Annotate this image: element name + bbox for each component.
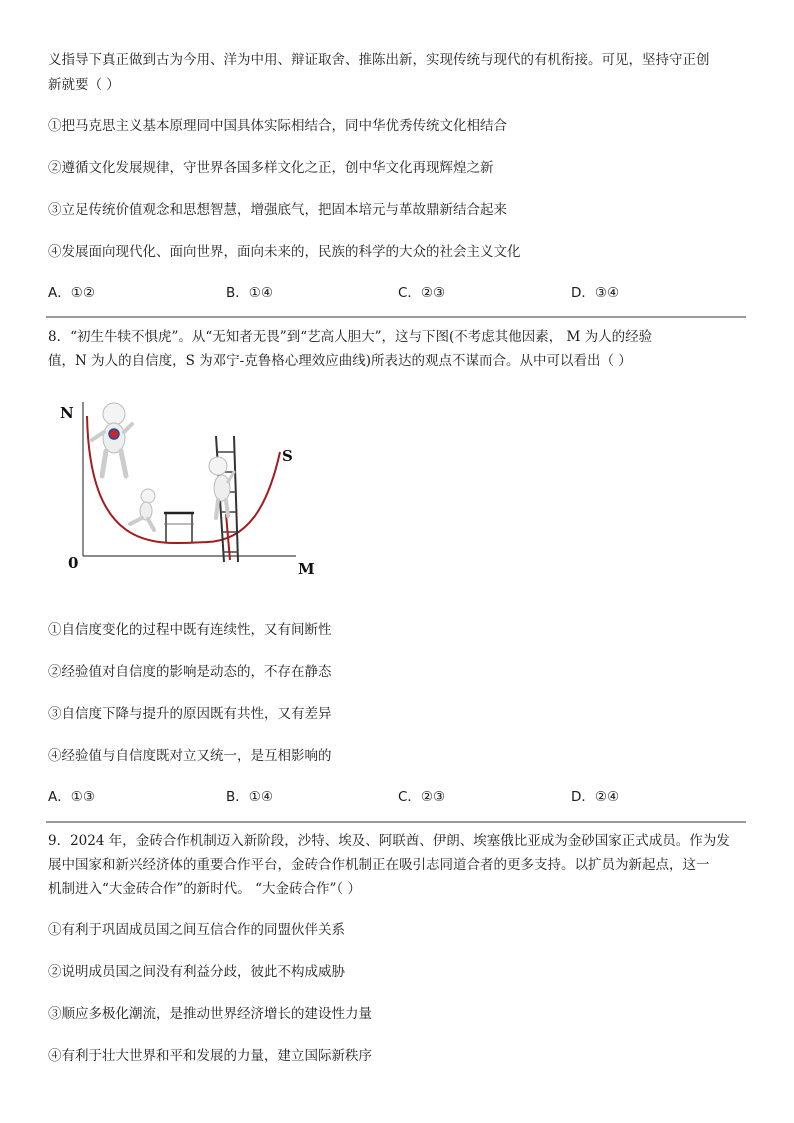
y-axis-label: N — [60, 404, 74, 422]
q9-item-1: ①有利于巩固成员国之间互信合作的同盟伙伴关系 — [48, 922, 345, 938]
q7-stem-line-2: 新就要（ ） — [48, 77, 120, 93]
curve-label: S — [282, 447, 293, 465]
q9-item-3: ③顺应多极化潮流，是推动世界经济增长的建设性力量 — [48, 1006, 372, 1022]
q8-stem-line-2: 值，N 为人的自信度，S 为邓宁-克鲁格心理效应曲线)所表达的观点不谋而合。从中可以看出（ ） — [48, 353, 632, 369]
dunning-kruger-illustration — [58, 396, 320, 582]
q8-stem-line-1: 8．“初生牛犊不惧虎”。从“无知者无畏”到“艺高人胆大”，这与下图(不考虑其他因素， M 为人的经验 — [48, 329, 653, 345]
q7-item-4: ④发展面向现代化、面向世界，面向未来的，民族的科学的大众的社会主义文化 — [48, 244, 521, 260]
hurdle — [164, 513, 194, 542]
q8-item-3: ③自信度下降与提升的原因既有共性，又有差异 — [48, 706, 332, 722]
q8-option-c[interactable]: C．②③ — [398, 789, 446, 805]
question-divider — [46, 316, 746, 318]
q9-item-2: ②说明成员国之间没有利益分歧，彼此不构成威胁 — [48, 964, 345, 980]
q7-option-c[interactable]: C．②③ — [398, 285, 446, 301]
q7-options — [48, 283, 748, 303]
q7-option-a[interactable]: A．①② — [48, 285, 95, 301]
q9-item-4: ④有利于壮大世界和平和发展的力量，建立国际新秩序 — [48, 1048, 372, 1064]
q8-item-4: ④经验值与自信度既对立又统一，是互相影响的 — [48, 748, 332, 764]
q8-item-1: ①自信度变化的过程中既有连续性，又有间断性 — [48, 622, 332, 638]
q9-stem-line-3: 机制进入“大金砖合作”的新时代。 “大金砖合作”（ ） — [48, 881, 361, 897]
q7-option-d[interactable]: D．③④ — [571, 285, 620, 301]
dunning-kruger-figure — [58, 396, 320, 582]
q8-options — [48, 787, 748, 807]
q7-stem-line-1: 义指导下真正做到古为今用、洋为中用、辩证取舍、推陈出新，实现传统与现代的有机衔接。可见，坚持守正创 — [48, 52, 710, 68]
q8-item-2: ②经验值对自信度的影响是动态的，不存在静态 — [48, 664, 332, 680]
q9-stem-line-2: 展中国家和新兴经济体的重要合作平台，金砖合作机制正在吸引志同道合者的更多支持。以扩员为新起点，这一 — [48, 857, 710, 873]
confident-figure — [92, 403, 132, 476]
q7-item-2: ②遵循文化发展规律，守世界各国多样文化之正，创中华文化再现辉煌之新 — [48, 160, 494, 176]
hurdling-figure — [130, 489, 155, 530]
q7-item-1: ①把马克思主义基本原理同中国具体实际相结合，同中华优秀传统文化相结合 — [48, 118, 507, 134]
origin-label: 0 — [68, 554, 79, 572]
q8-option-a[interactable]: A．①③ — [48, 789, 95, 805]
q7-option-b[interactable]: B．①④ — [226, 285, 273, 301]
q8-option-d[interactable]: D．②④ — [571, 789, 620, 805]
q7-item-3: ③立足传统价值观念和思想智慧，增强底气，把固本培元与革故鼎新结合起来 — [48, 202, 507, 218]
question-divider — [46, 821, 746, 823]
q9-stem-line-1: 9．2024 年，金砖合作机制迈入新阶段，沙特、埃及、阿联酋、伊朗、埃塞俄比亚成为金砂国家正式成员。作为发 — [48, 833, 730, 849]
x-axis-label: M — [298, 560, 315, 578]
q8-option-b[interactable]: B．①④ — [226, 789, 273, 805]
